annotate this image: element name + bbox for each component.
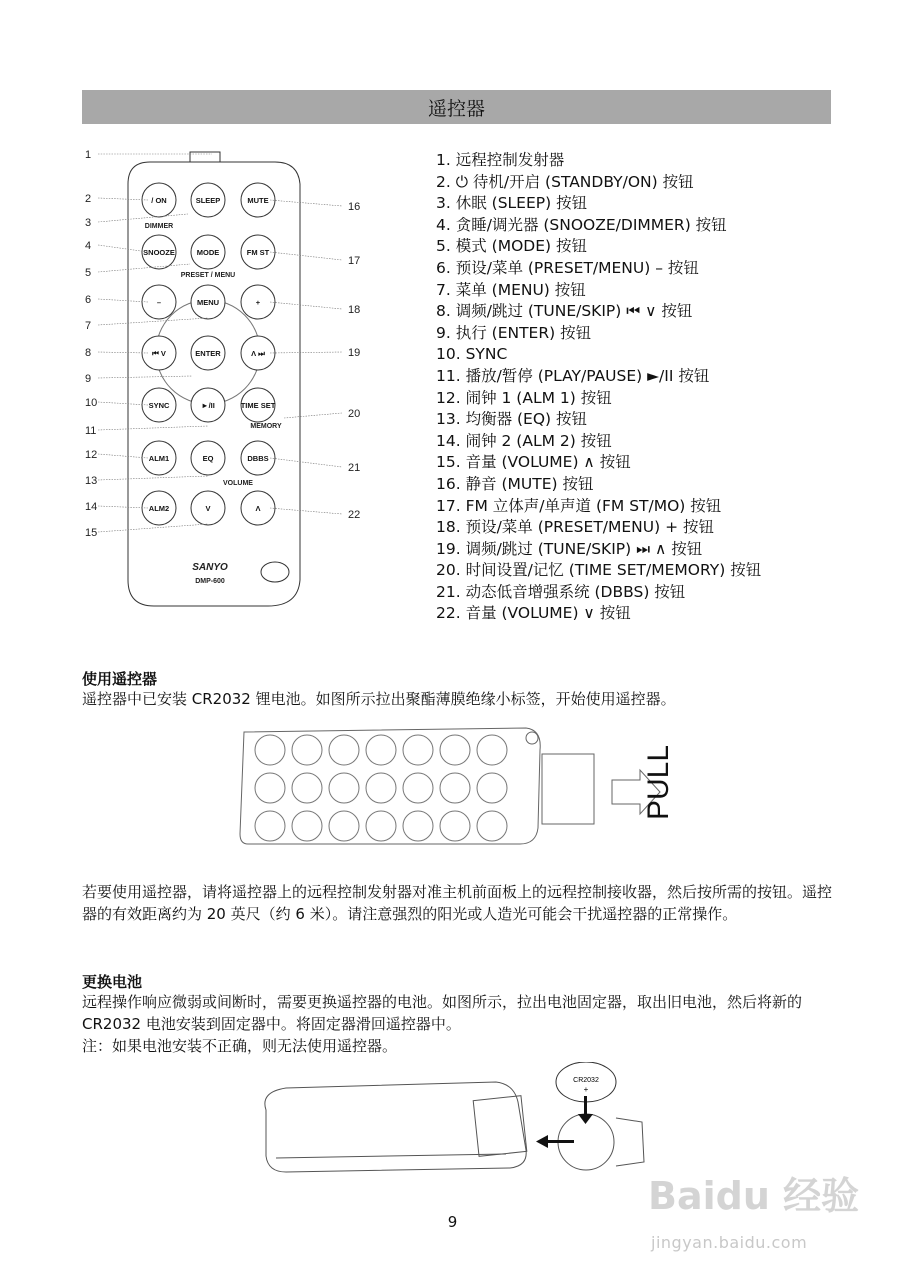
section-banner xyxy=(82,90,831,124)
legend-item: 3. 休眠 (SLEEP) 按钮 xyxy=(436,194,588,213)
remote-button xyxy=(191,441,225,475)
legend-item: 21. 动态低音增强系统 (DBBS) 按钮 xyxy=(436,582,686,601)
legend-item: 7. 菜单 (MENU) 按钮 xyxy=(436,280,586,299)
legend-item: 22. 音量 (VOLUME) ∨ 按钮 xyxy=(436,604,631,623)
legend-item: 9. 执行 (ENTER) 按钮 xyxy=(436,323,592,342)
battery-text: 远程操作响应微弱或间断时，需要更换遥控器的电池。如图所示，拉出电池固定器，取出旧电池，然后将新的 CR2032 电池安装到固定器中。将固定器滑回遥控器中。 xyxy=(82,993,803,1033)
callout-number: 16 xyxy=(348,201,361,213)
callout-number: 6 xyxy=(85,294,92,306)
battery-note: 注：如果电池安装不正确，则无法使用遥控器。 xyxy=(82,1037,398,1055)
legend-item: 4. 贪睡/调光器 (SNOOZE/DIMMER) 按钮 xyxy=(436,215,727,234)
callout-number: 19 xyxy=(348,347,361,359)
remote-button-label: EQ xyxy=(202,454,214,463)
remote-button xyxy=(241,235,275,269)
remote-button xyxy=(191,183,225,217)
legend-item: 16. 静音 (MUTE) 按钮 xyxy=(436,474,594,493)
callout-number: 1 xyxy=(85,149,92,161)
legend-item: 10. SYNC xyxy=(436,345,508,364)
watermark-url: jingyan.baidu.com xyxy=(651,1233,808,1252)
battery-label: CR2032 xyxy=(573,1077,599,1084)
pull-label: PULL xyxy=(642,744,675,820)
callout-number: 7 xyxy=(85,320,92,332)
remote-button xyxy=(241,336,275,370)
preset-menu-label: PRESET / MENU xyxy=(180,272,236,279)
button-legend xyxy=(436,150,761,625)
callout-number: 22 xyxy=(348,509,361,521)
remote-button-label: V xyxy=(205,504,211,513)
remote-button xyxy=(241,388,276,422)
callout-number: 13 xyxy=(85,475,98,487)
remote-button-label: TIME SET xyxy=(240,401,276,410)
remote-button xyxy=(241,183,275,217)
legend-item: 13. 均衡器 (EQ) 按钮 xyxy=(436,410,588,429)
legend-item: 19. 调频/跳过 (TUNE/SKIP) ⏭ ∧ 按钮 xyxy=(436,539,703,558)
remote-button-label: FM ST xyxy=(246,248,270,257)
legend-item: 2. ⏻ 待机/开启 (STANDBY/ON) 按钮 xyxy=(436,172,694,191)
usage-paragraph: 若要使用遥控器，请将遥控器上的远程控制发射器对准主机前面板上的远程控制接收器，然后按所需的按钮。遥控器的有效距离约为 20 英尺（约 6 米）。请注意强烈的阳光或人造光可能会干扰遥控器的正常操作。 xyxy=(82,883,833,923)
callout-number: 21 xyxy=(348,462,361,474)
remote-button-label: MENU xyxy=(196,298,220,307)
remote-button-label: ALM1 xyxy=(148,454,170,463)
legend-item: 20. 时间设置/记忆 (TIME SET/MEMORY) 按钮 xyxy=(436,561,762,580)
callout-number: 9 xyxy=(85,373,92,385)
callout-number: 15 xyxy=(85,527,98,539)
battery-diagram xyxy=(256,1062,656,1180)
remote-button-label: SLEEP xyxy=(195,196,221,205)
use-remote-text: 遥控器中已安装 CR2032 锂电池。如图所示拉出聚酯薄膜绝缘小标签，开始使用遥控器。 xyxy=(82,690,676,708)
remote-button-label: MUTE xyxy=(247,196,269,205)
legend-item: 5. 模式 (MODE) 按钮 xyxy=(436,237,587,256)
legend-item: 14. 闹钟 2 (ALM 2) 按钮 xyxy=(436,431,612,450)
remote-diagram xyxy=(70,140,400,620)
remote-button xyxy=(191,388,225,422)
pull-tab-diagram xyxy=(236,724,686,854)
page-number: 9 xyxy=(447,1213,458,1231)
legend-item: 11. 播放/暂停 (PLAY/PAUSE) ►/II 按钮 xyxy=(436,366,710,385)
remote-button-label: Λ xyxy=(255,504,261,513)
remote-button xyxy=(191,491,225,525)
remote-button-label: ENTER xyxy=(195,349,221,358)
remote-button xyxy=(241,491,275,525)
remote-button xyxy=(241,285,275,319)
callout-number: 20 xyxy=(348,408,361,420)
brand-logo: SANYO xyxy=(192,562,228,573)
remote-button-label: SNOOZE xyxy=(143,248,175,257)
model-label: DMP-600 xyxy=(195,578,225,585)
legend-item: 1. 远程控制发射器 xyxy=(436,151,565,169)
use-remote-heading: 使用遥控器 xyxy=(82,670,158,688)
remote-button-label: Λ ⏭ xyxy=(251,349,265,358)
legend-item: 18. 预设/菜单 (PRESET/MENU) + 按钮 xyxy=(436,518,715,537)
volume-label: VOLUME xyxy=(223,480,253,487)
callout-number: 14 xyxy=(85,501,98,513)
remote-button-label: SYNC xyxy=(148,401,170,410)
remote-button-label: / ON xyxy=(151,196,167,205)
remote-button-label: ►/II xyxy=(201,401,215,410)
legend-item: 12. 闹钟 1 (ALM 1) 按钮 xyxy=(436,388,612,407)
remote-button xyxy=(241,441,275,475)
callout-number: 3 xyxy=(85,217,92,229)
legend-item: 8. 调频/跳过 (TUNE/SKIP) ⏮ ∨ 按钮 xyxy=(436,302,693,321)
callout-number: 4 xyxy=(85,240,92,252)
callout-number: 18 xyxy=(348,304,361,316)
remote-button-label: – xyxy=(156,298,162,307)
callout-number: 2 xyxy=(85,193,92,205)
remote-button-label: + xyxy=(255,298,261,307)
legend-item: 15. 音量 (VOLUME) ∧ 按钮 xyxy=(436,453,631,472)
remote-button xyxy=(191,285,225,319)
callout-number: 17 xyxy=(348,255,361,267)
memory-label: MEMORY xyxy=(250,423,282,430)
remote-button xyxy=(191,336,225,370)
battery-plus: + xyxy=(583,1085,589,1094)
legend-item: 17. FM 立体声/单声道 (FM ST/MO) 按钮 xyxy=(436,496,722,515)
remote-button-label: DBBS xyxy=(247,454,269,463)
callout-number: 12 xyxy=(85,449,98,461)
callout-number: 5 xyxy=(85,267,92,279)
callout-number: 8 xyxy=(85,347,92,359)
remote-button xyxy=(191,235,225,269)
dimmer-label: DIMMER xyxy=(144,223,174,230)
callout-number: 11 xyxy=(85,425,97,437)
remote-button-label: ⏮ V xyxy=(152,349,166,358)
legend-item: 6. 预设/菜单 (PRESET/MENU) – 按钮 xyxy=(436,258,699,277)
battery-heading: 更换电池 xyxy=(82,973,143,991)
remote-button-label: ALM2 xyxy=(148,504,170,513)
page-title: 遥控器 xyxy=(427,97,485,120)
callout-number: 10 xyxy=(85,397,98,409)
watermark-logo: Baidu 经验 xyxy=(648,1174,860,1218)
remote-button-label: MODE xyxy=(196,248,220,257)
